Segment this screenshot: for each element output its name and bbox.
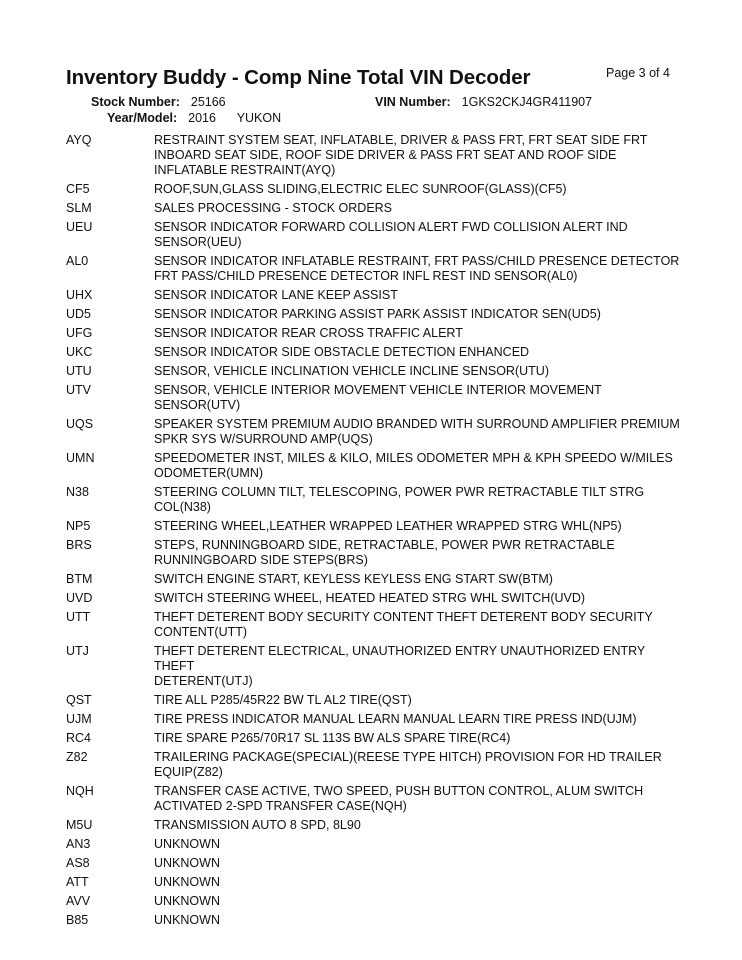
option-description: SWITCH STEERING WHEEL, HEATED HEATED STRG WHL SWITCH(UVD) [154, 591, 586, 605]
option-description: STEPS, RUNNINGBOARD SIDE, RETRACTABLE, POWER PWR RETRACTABLE RUNNINGBOARD SIDE STEPS(BRS) [154, 538, 615, 567]
option-row [66, 731, 686, 746]
option-row [66, 220, 686, 250]
option-description: SENSOR INDICATOR REAR CROSS TRAFFIC ALERT [154, 326, 463, 340]
option-code: UQS [66, 417, 94, 431]
vin-number-label: VIN Number: [375, 95, 451, 109]
option-code: M5U [66, 818, 93, 832]
vin-number-value: 1GKS2CKJ4GR411907 [461, 95, 593, 109]
option-row [66, 784, 686, 814]
option-row [66, 288, 686, 303]
option-code: UTJ [66, 644, 89, 658]
year-model-label: Year/Model: [107, 111, 178, 125]
option-row [66, 254, 686, 284]
option-code-list [66, 133, 686, 932]
option-row [66, 417, 686, 447]
option-row [66, 307, 686, 322]
option-description: TIRE PRESS INDICATOR MANUAL LEARN MANUAL LEARN TIRE PRESS IND(UJM) [154, 712, 637, 726]
model-value: YUKON [236, 111, 282, 125]
option-description: THEFT DETERENT BODY SECURITY CONTENT THEFT DETERENT BODY SECURITY CONTENT(UTT) [154, 610, 653, 639]
option-description: STEERING COLUMN TILT, TELESCOPING, POWER PWR RETRACTABLE TILT STRG COL(N38) [154, 485, 645, 514]
option-description: SENSOR INDICATOR LANE KEEP ASSIST [154, 288, 398, 302]
option-row [66, 894, 686, 909]
option-description: SENSOR INDICATOR PARKING ASSIST PARK ASSIST INDICATOR SEN(UD5) [154, 307, 601, 321]
option-row [66, 451, 686, 481]
option-description: STEERING WHEEL,LEATHER WRAPPED LEATHER WRAPPED STRG WHL(NP5) [154, 519, 622, 533]
option-description: UNKNOWN [154, 913, 220, 927]
option-row [66, 519, 686, 534]
option-row [66, 856, 686, 871]
option-code: UFG [66, 326, 93, 340]
option-code: UVD [66, 591, 93, 605]
option-description: TRAILERING PACKAGE(SPECIAL)(REESE TYPE HITCH) PROVISION FOR HD TRAILER EQUIP(Z82) [154, 750, 662, 779]
option-description: SENSOR, VEHICLE INCLINATION VEHICLE INCLINE SENSOR(UTU) [154, 364, 549, 378]
page-number: Page 3 of 4 [606, 66, 670, 80]
option-row [66, 182, 686, 197]
option-description: SALES PROCESSING - STOCK ORDERS [154, 201, 393, 215]
option-description: THEFT DETERENT ELECTRICAL, UNAUTHORIZED ENTRY UNAUTHORIZED ENTRY THEFT DETERENT(UTJ) [154, 644, 646, 688]
option-code: NQH [66, 784, 94, 798]
option-code: UHX [66, 288, 93, 302]
option-description: UNKNOWN [154, 837, 220, 851]
option-row [66, 485, 686, 515]
option-code: AVV [66, 894, 91, 908]
option-description: SENSOR INDICATOR FORWARD COLLISION ALERT FWD COLLISION ALERT IND SENSOR(UEU) [154, 220, 628, 249]
option-description: RESTRAINT SYSTEM SEAT, INFLATABLE, DRIVER & PASS FRT, FRT SEAT SIDE FRT INBOARD SEAT SIDE, ROOF SIDE DRIVER & PASS FRT SEAT AND ROOF SIDE INFLATABLE RESTRAINT(AYQ) [154, 133, 648, 177]
option-row [66, 345, 686, 360]
option-code: QST [66, 693, 92, 707]
option-code: NP5 [66, 519, 91, 533]
option-row [66, 712, 686, 727]
option-code: CF5 [66, 182, 90, 196]
option-code: UMN [66, 451, 95, 465]
option-row [66, 750, 686, 780]
option-code: UEU [66, 220, 93, 234]
option-code: N38 [66, 485, 89, 499]
option-code: UD5 [66, 307, 92, 321]
option-description: SENSOR INDICATOR INFLATABLE RESTRAINT, FRT PASS/CHILD PRESENCE DETECTOR FRT PASS/CHILD PRESENCE DETECTOR INFL REST IND SENSOR(AL0) [154, 254, 680, 283]
option-code: ATT [66, 875, 89, 889]
option-code: UTV [66, 383, 91, 397]
stock-number [91, 95, 226, 109]
option-description: UNKNOWN [154, 856, 220, 870]
option-description: SENSOR, VEHICLE INTERIOR MOVEMENT VEHICLE INTERIOR MOVEMENT SENSOR(UTV) [154, 383, 602, 412]
vin-number [375, 95, 592, 109]
option-code: RC4 [66, 731, 92, 745]
option-code: UTT [66, 610, 91, 624]
option-row [66, 610, 686, 640]
option-code: Z82 [66, 750, 88, 764]
option-code: AYQ [66, 133, 92, 147]
option-code: UTU [66, 364, 92, 378]
stock-number-label: Stock Number: [91, 95, 180, 109]
option-code: UJM [66, 712, 92, 726]
option-row [66, 875, 686, 890]
option-row [66, 383, 686, 413]
year-model [107, 111, 281, 125]
option-row [66, 644, 686, 689]
option-description: TRANSFER CASE ACTIVE, TWO SPEED, PUSH BUTTON CONTROL, ALUM SWITCH ACTIVATED 2-SPD TRANSFER CASE(NQH) [154, 784, 644, 813]
option-description: UNKNOWN [154, 894, 220, 908]
option-row [66, 693, 686, 708]
option-code: BTM [66, 572, 93, 586]
option-row [66, 591, 686, 606]
option-code: AN3 [66, 837, 91, 851]
year-value: 2016 [188, 111, 216, 125]
option-row [66, 572, 686, 587]
option-description: SWITCH ENGINE START, KEYLESS KEYLESS ENG START SW(BTM) [154, 572, 553, 586]
option-description: SENSOR INDICATOR SIDE OBSTACLE DETECTION ENHANCED [154, 345, 530, 359]
option-description: ROOF,SUN,GLASS SLIDING,ELECTRIC ELEC SUNROOF(GLASS)(CF5) [154, 182, 567, 196]
option-row [66, 837, 686, 852]
option-code: AL0 [66, 254, 89, 268]
option-description: TRANSMISSION AUTO 8 SPD, 8L90 [154, 818, 361, 832]
document-title: Inventory Buddy - Comp Nine Total VIN Decoder [66, 66, 531, 89]
option-code: UKC [66, 345, 93, 359]
option-description: TIRE SPARE P265/70R17 SL 113S BW ALS SPARE TIRE(RC4) [154, 731, 511, 745]
option-description: TIRE ALL P285/45R22 BW TL AL2 TIRE(QST) [154, 693, 412, 707]
option-row [66, 326, 686, 341]
option-code: AS8 [66, 856, 90, 870]
option-description: SPEAKER SYSTEM PREMIUM AUDIO BRANDED WITH SURROUND AMPLIFIER PREMIUM SPKR SYS W/SURROUND AMP(UQS) [154, 417, 680, 446]
option-description: UNKNOWN [154, 875, 220, 889]
option-code: B85 [66, 913, 89, 927]
option-row [66, 818, 686, 833]
option-row [66, 538, 686, 568]
option-row [66, 133, 686, 178]
option-row [66, 364, 686, 379]
option-description: SPEEDOMETER INST, MILES & KILO, MILES ODOMETER MPH & KPH SPEEDO W/MILES ODOMETER(UMN) [154, 451, 673, 480]
option-row [66, 201, 686, 216]
option-code: SLM [66, 201, 92, 215]
option-code: BRS [66, 538, 92, 552]
stock-number-value: 25166 [190, 95, 226, 109]
option-row [66, 913, 686, 928]
